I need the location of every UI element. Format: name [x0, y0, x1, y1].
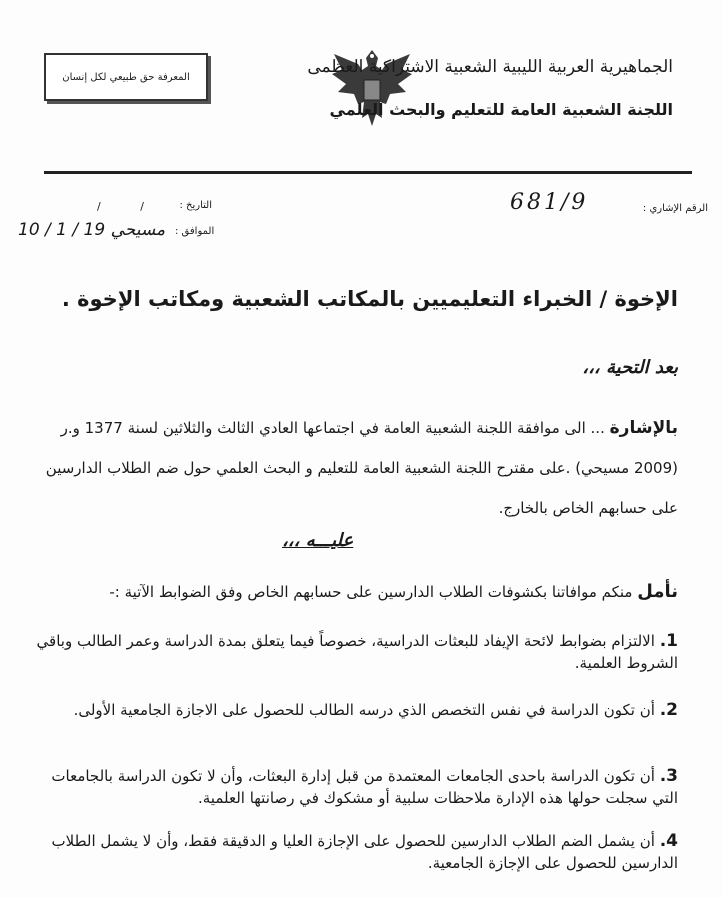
request-line: [109, 581, 678, 602]
therefore-heading: عليـــه ،،،: [282, 530, 354, 551]
list-item-text: أن تكون الدراسة باحدى الجامعات المعتمدة من قبل إدارة البعثات، وأن لا تكون الدراسة بالجامعات التي سجلت حولها هذه الإدارة ملاحظات سلبية أو مشكوك في رصانتها العلمية.: [51, 767, 678, 807]
corresponding-date-value: 10 / 1 / 19 مسيحي: [18, 220, 166, 240]
list-item-number: 4.: [659, 831, 678, 851]
addressee-line: الإخوة / الخبراء التعليميين بالمكاتب الشعبية ومكاتب الإخوة .: [61, 287, 678, 311]
org-name-line1: الجماهيرية العربية الليبية الشعبية الاشتراكية العظمى: [307, 57, 673, 77]
reference-paragraph: [38, 408, 678, 528]
corresponding-date-label: الموافق :: [175, 226, 215, 237]
list-item-number: 3.: [659, 766, 678, 786]
slogan-stamp-box: [44, 53, 208, 101]
org-name-line2: اللجنة الشعبية العامة للتعليم والبحث العلمي: [329, 100, 673, 119]
request-lead-word: نأمل: [637, 581, 678, 602]
paragraph-lead-word: بالإشارة: [609, 418, 678, 438]
list-item: [28, 630, 678, 674]
list-item-text: الالتزام بضوابط لائحة الإيفاد للبعثات الدراسية، خصوصاً فيما يتعلق بمدة الدراسة وعمر الطالب وباقي الشروط العلمية.: [36, 632, 678, 672]
date-value: / /: [97, 200, 162, 213]
list-item: [28, 699, 678, 721]
reference-number-label: الرقم الإشاري :: [642, 203, 708, 214]
request-text: منكم موافاتنا بكشوفات الطلاب الدارسين على حسابهم الخاص وفق الضوابط الآتية :-: [109, 583, 633, 601]
list-item: [28, 765, 678, 809]
list-item: [28, 830, 678, 874]
list-item-text: أن تكون الدراسة في نفس التخصص الذي درسه الطالب للحصول على الاجازة الجامعية الأولى.: [73, 701, 655, 719]
reference-number-value: 681/9: [510, 190, 589, 215]
list-item-number: 1.: [659, 631, 678, 651]
list-item-number: 2.: [659, 700, 678, 720]
header-divider: [44, 171, 692, 174]
greeting: بعد التحية ،،،: [582, 357, 678, 378]
slogan-text: المعرفة حق طبيعي لكل إنسان: [62, 71, 190, 83]
list-item-text: أن يشمل الضم الطلاب الدارسين للحصول على الإجازة العليا و الدقيقة فقط، وأن لا يشمل الطلاب الدارسين للحصول على الإجازة الجامعية.: [51, 832, 678, 872]
paragraph-text: ... الى موافقة اللجنة الشعبية العامة في اجتماعها العادي الثالث والثلاثين لسنة 1377 و.ر (2009 مسيحي) .على مقترح اللجنة الشعبية العامة للتعليم و البحث العلمي حول ضم الطلاب الدارسين على حسابهم الخاص بالخارج.: [45, 419, 678, 517]
date-label: التاريخ :: [179, 200, 212, 211]
